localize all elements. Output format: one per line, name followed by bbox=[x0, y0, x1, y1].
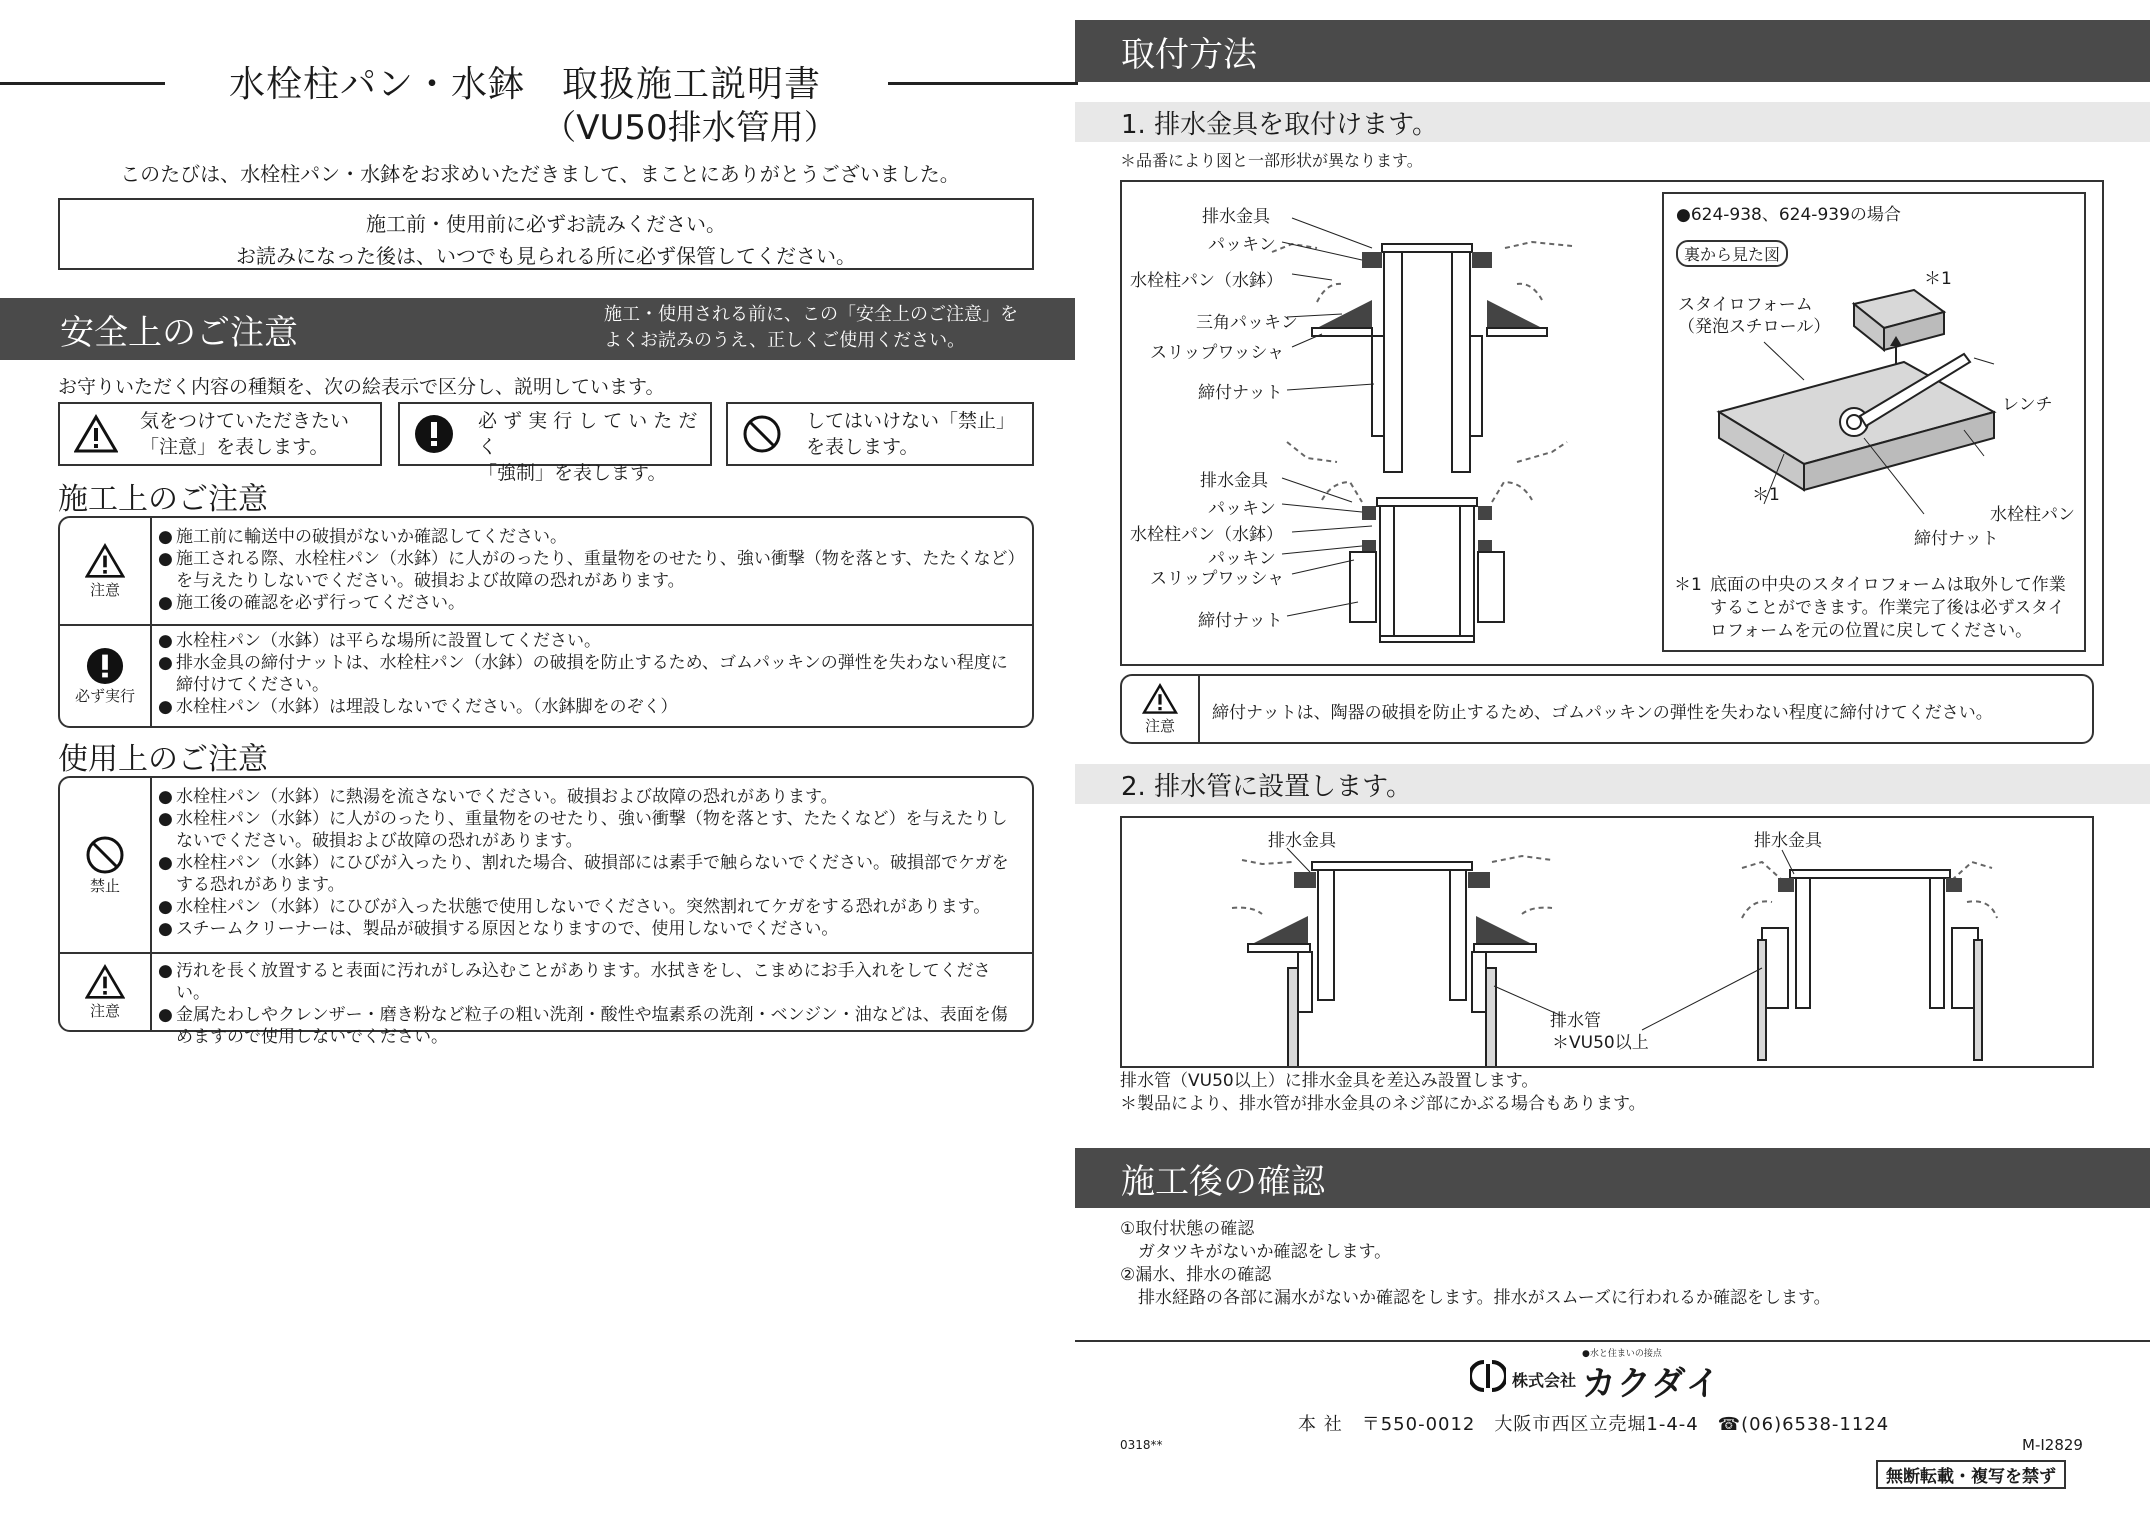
inset-624-938-box bbox=[1662, 192, 2086, 652]
safety-heading: 安全上のご注意 bbox=[60, 312, 298, 353]
construction-caution-label: 注意 bbox=[89, 580, 120, 599]
inset-pan-label: 水栓柱パン bbox=[1990, 505, 2075, 525]
warning-triangle-icon bbox=[85, 964, 125, 1000]
check-item1: ①取付状態の確認 bbox=[1120, 1219, 1255, 1239]
legend-caution-line1: 気をつけていただきたい bbox=[140, 410, 350, 432]
footer-rule bbox=[1075, 1340, 2150, 1342]
label-tightening-nut: 締付ナット bbox=[1198, 611, 1283, 631]
safety-intro: お守りいただく内容の種類を、次の絵表示で区分し、説明しています。 bbox=[58, 376, 665, 398]
step1-caution-cell bbox=[1122, 676, 1200, 742]
step2-label-fitting-right: 排水金具 bbox=[1754, 831, 1822, 851]
step2-label-vu50: ＊VU50以上 bbox=[1552, 1033, 1649, 1053]
inset-nut-label: 締付ナット bbox=[1914, 529, 1999, 549]
warning-triangle-icon bbox=[85, 543, 125, 579]
label-faucet-pan: 水栓柱パン（水鉢） bbox=[1130, 271, 1283, 291]
list-item: ● 施工後の確認を必ず行ってください。 bbox=[158, 592, 1018, 614]
list-item: ● 水栓柱パン（水鉢）にひびが入ったり、割れた場合、破損部には素手で触らないでください。破損部でケガをする恐れがあります。 bbox=[158, 852, 1018, 896]
copyright-notice: 無断転載・複写を禁ず bbox=[1876, 1460, 2066, 1489]
step2-heading-bar bbox=[1075, 764, 2150, 804]
step2-note2: ＊製品により、排水管が排水金具のネジ部にかぶる場合もあります。 bbox=[1120, 1094, 1646, 1114]
step2-label-pipe: 排水管 bbox=[1550, 1011, 1601, 1031]
usage-caution-cell bbox=[60, 954, 152, 1030]
step2-note1: 排水管（VU50以上）に排水金具を差込み設置します。 bbox=[1120, 1071, 1539, 1091]
company-mark-icon bbox=[1470, 1358, 1506, 1394]
list-item: ● スチームクリーナーは、製品が破損する原因となりますので、使用しないでください。 bbox=[158, 918, 1018, 940]
inset-wrench-label: レンチ bbox=[2002, 395, 2053, 415]
inset-footnote-line1: 底面の中央のスタイロフォームは取外して作業 bbox=[1710, 575, 2066, 595]
construction-notes-box bbox=[58, 516, 1034, 728]
greeting-text: このたびは、水栓柱パン・水鉢をお求めいただきまして、まことにありがとうございました。 bbox=[120, 162, 960, 186]
warning-triangle-icon bbox=[1142, 683, 1178, 715]
list-item: ● 水栓柱パン（水鉢）は埋設しないでください。（水鉢脚をのぞく） bbox=[158, 696, 1018, 718]
doc-code-right: M-I2829 bbox=[2022, 1436, 2083, 1454]
doc-code-left: 0318** bbox=[1120, 1438, 1163, 1452]
check-item2: ②漏水、排水の確認 bbox=[1120, 1265, 1272, 1285]
list-item: ● 汚れを長く放置すると表面に汚れがしみ込むことがあります。水拭きをし、こまめにお手入れをしてください。 bbox=[158, 960, 1018, 1004]
list-item: ● 水栓柱パン（水鉢）に熱湯を流さないでください。破損および故障の恐れがあります。 bbox=[158, 786, 1018, 808]
construction-heading: 施工上のご注意 bbox=[58, 482, 268, 517]
read-notice-box bbox=[58, 198, 1034, 270]
step1-caution-box bbox=[1120, 674, 2094, 744]
check-item2-desc: 排水経路の各部に漏水がないか確認をします。排水がスムーズに行われるか確認をします。 bbox=[1138, 1288, 1831, 1308]
mandatory-icon bbox=[86, 647, 124, 685]
title-rule-left bbox=[0, 82, 165, 85]
mandatory-icon bbox=[414, 414, 454, 454]
read-notice-line2: お読みになった後は、いつでも見られる所に必ず保管してください。 bbox=[236, 244, 856, 268]
usage-caution-label: 注意 bbox=[89, 1001, 120, 1020]
legend-mandatory-line2: 「強制」を表します。 bbox=[478, 462, 667, 484]
list-item: ● 排水金具の締付ナットは、水栓柱パン（水鉢）の破損を防止するため、ゴムパッキンの弾性を失わない程度に締付けてください。 bbox=[158, 652, 1018, 696]
list-item: ● 施工前に輸送中の破損がないか確認してください。 bbox=[158, 526, 1018, 548]
install-heading: 取付方法 bbox=[1121, 34, 1257, 75]
legend-mandatory-line1: 必 ず 実 行 し て い た だ く bbox=[478, 410, 698, 458]
pan-underside-diagram bbox=[1664, 194, 2084, 534]
label-slip-washer: スリップワッシャ bbox=[1150, 343, 1285, 363]
inset-styrofoam-label: スタイロフォーム bbox=[1678, 295, 1813, 315]
company-logo bbox=[1470, 1346, 1750, 1402]
legend-caution-line2: 「注意」を表します。 bbox=[140, 436, 329, 458]
inset-footnote bbox=[1674, 574, 2074, 643]
safety-heading-bar bbox=[0, 298, 1075, 360]
warning-triangle-icon bbox=[74, 414, 118, 454]
drain-fitting-assembly-diagram bbox=[1122, 182, 1662, 662]
title-rule-right bbox=[888, 82, 1078, 85]
company-name: カクダイ bbox=[1582, 1364, 1721, 1404]
check-items bbox=[1120, 1218, 1831, 1310]
step2-label-fitting-left: 排水金具 bbox=[1268, 831, 1336, 851]
inset-mark-1: ＊1 bbox=[1924, 269, 1952, 289]
list-item: ● 金属たわしやクレンザー・磨き粉など粒子の粗い洗剤・酸性や塩素系の洗剤・ベンジン・油などは、表面を傷めますので使用しないでください。 bbox=[158, 1004, 1018, 1048]
usage-prohibit-cell bbox=[60, 778, 152, 952]
list-item: ● 水栓柱パン（水鉢）は平らな場所に設置してください。 bbox=[158, 630, 1018, 652]
step2-diagram-panel bbox=[1120, 816, 2094, 1068]
step1-caution-label: 注意 bbox=[1144, 716, 1175, 735]
legend-mandatory bbox=[398, 402, 712, 484]
step1-heading: 1. 排水金具を取付けます。 bbox=[1121, 109, 1438, 140]
inset-footnote-line3: ロフォームを元の位置に戻してください。 bbox=[1710, 621, 2033, 641]
construction-caution-cell bbox=[60, 518, 152, 624]
company-prefix: 株式会社 bbox=[1512, 1371, 1577, 1390]
construction-mandatory-label: 必ず実行 bbox=[74, 686, 135, 705]
step1-diagram-panel bbox=[1120, 180, 2104, 666]
inset-mark-1b: ＊1 bbox=[1752, 485, 1780, 505]
page-subtitle: （VU50排水管用） bbox=[542, 108, 838, 148]
usage-caution-list bbox=[158, 960, 1018, 1048]
usage-notes-box bbox=[58, 776, 1034, 1047]
safety-note-line2: よくお読みのうえ、正しくご使用ください。 bbox=[604, 330, 966, 351]
list-item: ● 水栓柱パン（水鉢）に人がのったり、重量物をのせたり、強い衝撃（物を落とす、たたくなど）を与えたりしないでください。破損および故障の恐れがあります。 bbox=[158, 808, 1018, 852]
label-tightening-nut: 締付ナット bbox=[1198, 383, 1283, 403]
label-packing: パッキン bbox=[1208, 499, 1276, 519]
label-drain-fitting: 排水金具 bbox=[1202, 207, 1270, 227]
usage-prohibit-label: 禁止 bbox=[89, 876, 120, 895]
safety-note bbox=[604, 302, 1018, 354]
label-faucet-pan: 水栓柱パン（水鉢） bbox=[1130, 525, 1283, 545]
legend-prohibit-line1: してはいけない「禁止」 bbox=[806, 410, 1016, 432]
list-item: ● 施工される際、水栓柱パン（水鉢）に人がのったり、重量物をのせたり、強い衝撃（物を落とす、たたくなど）を与えたりしないでください。破損および故障の恐れがあります。 bbox=[158, 548, 1018, 592]
usage-heading: 使用上のご注意 bbox=[58, 742, 268, 777]
company-address: 本 社 〒550-0012 大阪市西区立売堀1-4-4 ☎(06)6538-1124 bbox=[1298, 1414, 1890, 1435]
install-heading-bar bbox=[1075, 20, 2150, 82]
page-title: 水栓柱パン・水鉢 取扱施工説明書 bbox=[228, 64, 821, 105]
step1-note: ＊品番により図と一部形状が異なります。 bbox=[1120, 151, 1423, 170]
check-heading-bar bbox=[1075, 1148, 2150, 1208]
prohibition-icon bbox=[85, 835, 125, 875]
step2-heading: 2. 排水管に設置します。 bbox=[1121, 771, 1412, 802]
inset-footnote-mark: ＊1 bbox=[1674, 575, 1702, 595]
inset-styrofoam-sub: （発泡スチロール） bbox=[1678, 317, 1831, 337]
construction-caution-list bbox=[158, 526, 1018, 614]
usage-prohibit-list bbox=[158, 786, 1018, 940]
label-drain-fitting: 排水金具 bbox=[1200, 471, 1268, 491]
check-item1-desc: ガタツキがないか確認をします。 bbox=[1138, 1242, 1392, 1262]
check-heading: 施工後の確認 bbox=[1121, 1161, 1325, 1202]
construction-mandatory-cell bbox=[60, 626, 152, 726]
prohibition-icon bbox=[742, 414, 782, 454]
company-tagline: ●水と住まいの接点 bbox=[1582, 1349, 1662, 1359]
step2-notes bbox=[1120, 1070, 1646, 1116]
legend-prohibit bbox=[726, 402, 1034, 466]
label-packing: パッキン bbox=[1208, 235, 1276, 255]
safety-note-line1: 施工・使用される前に、この「安全上のご注意」を bbox=[604, 304, 1018, 325]
step1-heading-bar bbox=[1075, 102, 2150, 142]
step1-caution-text: 締付ナットは、陶器の破損を防止するため、ゴムパッキンの弾性を失わない程度に締付けてください。 bbox=[1212, 703, 1993, 723]
construction-mandatory-list bbox=[158, 630, 1018, 718]
inset-view-label: 裏から見た図 bbox=[1676, 240, 1788, 267]
label-packing: パッキン bbox=[1208, 549, 1276, 569]
legend-prohibit-line2: を表します。 bbox=[806, 436, 919, 458]
label-triangle-packing: 三角パッキン bbox=[1196, 313, 1298, 333]
legend-caution bbox=[58, 402, 382, 466]
inset-footnote-line2: することができます。作業完了後は必ずスタイ bbox=[1710, 598, 2065, 618]
label-slip-washer: スリップワッシャ bbox=[1150, 569, 1285, 589]
read-notice-line1: 施工前・使用前に必ずお読みください。 bbox=[366, 212, 726, 236]
inset-title: ●624-938、624-939の場合 bbox=[1676, 205, 1901, 225]
list-item: ● 水栓柱パン（水鉢）にひびが入った状態で使用しないでください。突然割れてケガをする恐れがあります。 bbox=[158, 896, 1018, 918]
